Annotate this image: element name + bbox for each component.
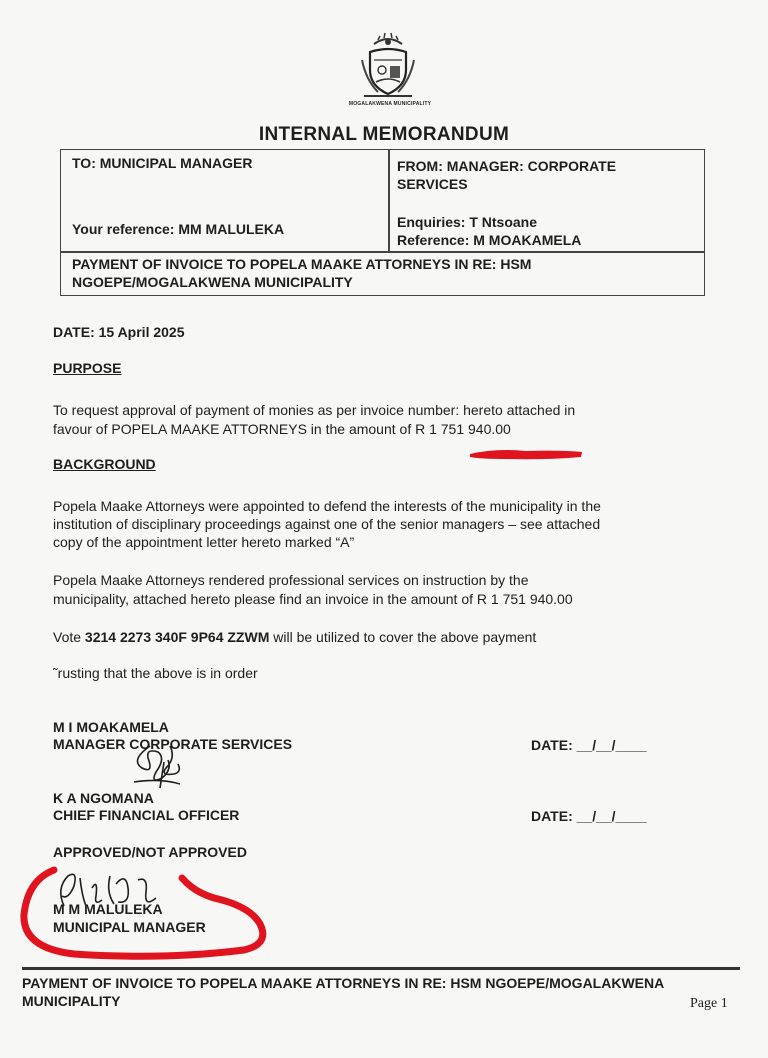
approval-status: APPROVED/NOT APPROVED (53, 844, 247, 860)
background-p2-line1: Popela Maake Attorneys rendered professional services on instruction by the (53, 572, 529, 588)
trusting-line: ˜rusting that the above is in order (53, 665, 258, 681)
manager-date: DATE: __/__/____ (531, 737, 647, 753)
red-highlight-mark (466, 444, 586, 462)
to-field: TO: MUNICIPAL MANAGER (72, 155, 253, 171)
background-p1-line2: institution of disciplinary proceedings against one of the senior managers – see attached (53, 516, 601, 532)
enquiries-field: Enquiries: T Ntsoane (397, 214, 538, 230)
cfo-date: DATE: __/__/____ (531, 808, 647, 824)
background-p2-line2: municipality, attached hereto please find an invoice in the amount of R 1 751 940.00 (53, 591, 573, 607)
subject-line1: PAYMENT OF INVOICE TO POPELA MAAKE ATTORNEYS IN RE: HSM (72, 256, 532, 272)
vote-line (53, 628, 536, 647)
cfo-name: K A NGOMANA (53, 790, 154, 806)
mm-name: M M MALULEKA (53, 901, 163, 917)
vote-suffix: will be utilized to cover the above payment (269, 629, 537, 645)
red-circle-annotation (14, 862, 276, 960)
purpose-heading: PURPOSE (53, 360, 122, 376)
purpose-line1: To request approval of payment of monies as per invoice number: hereto attached in (53, 402, 576, 418)
memo-header-table (60, 149, 705, 296)
purpose-line2: favour of POPELA MAAKE ATTORNEYS in the amount of R 1 751 940.00 (53, 421, 511, 437)
footer-line2: MUNICIPALITY (22, 993, 121, 1009)
table-divider-vertical (388, 150, 390, 251)
page-number: Page 1 (690, 996, 728, 1011)
cfo-title: CHIEF FINANCIAL OFFICER (53, 807, 240, 823)
background-heading: BACKGROUND (53, 456, 156, 472)
subject-line2: NGOEPE/MOGALAKWENA MUNICIPALITY (72, 274, 353, 290)
manager-name: M I MOAKAMELA (53, 719, 169, 735)
memo-title: INTERNAL MEMORANDUM (258, 124, 510, 145)
mm-title: MUNICIPAL MANAGER (53, 919, 206, 935)
footer-divider (22, 967, 740, 970)
vote-code: 3214 2273 340F 9P64 ZZWM (84, 629, 270, 645)
reference-field: Reference: M MOAKAMELA (397, 232, 582, 248)
manager-signature (120, 738, 200, 796)
vote-prefix: Vote (53, 629, 85, 645)
from-field-line2: SERVICES (397, 176, 468, 192)
memo-date: DATE: 15 April 2025 (53, 324, 185, 340)
table-divider-horizontal (61, 251, 704, 253)
background-p1-line3: copy of the appointment letter hereto marked “A” (53, 534, 355, 550)
manager-title: MANAGER CORPORATE SERVICES (53, 736, 293, 752)
from-field-line1: FROM: MANAGER: CORPORATE (397, 158, 617, 174)
logo-caption: MOGALAKWENA MUNICIPALITY (348, 101, 432, 107)
municipal-crest-logo (356, 30, 420, 102)
your-reference-field: Your reference: MM MALULEKA (72, 221, 285, 237)
background-p1-line1: Popela Maake Attorneys were appointed to defend the interests of the municipality in the (53, 498, 601, 514)
footer-line1: PAYMENT OF INVOICE TO POPELA MAAKE ATTORNEYS IN RE: HSM NGOEPE/MOGALAKWENA (22, 975, 665, 991)
